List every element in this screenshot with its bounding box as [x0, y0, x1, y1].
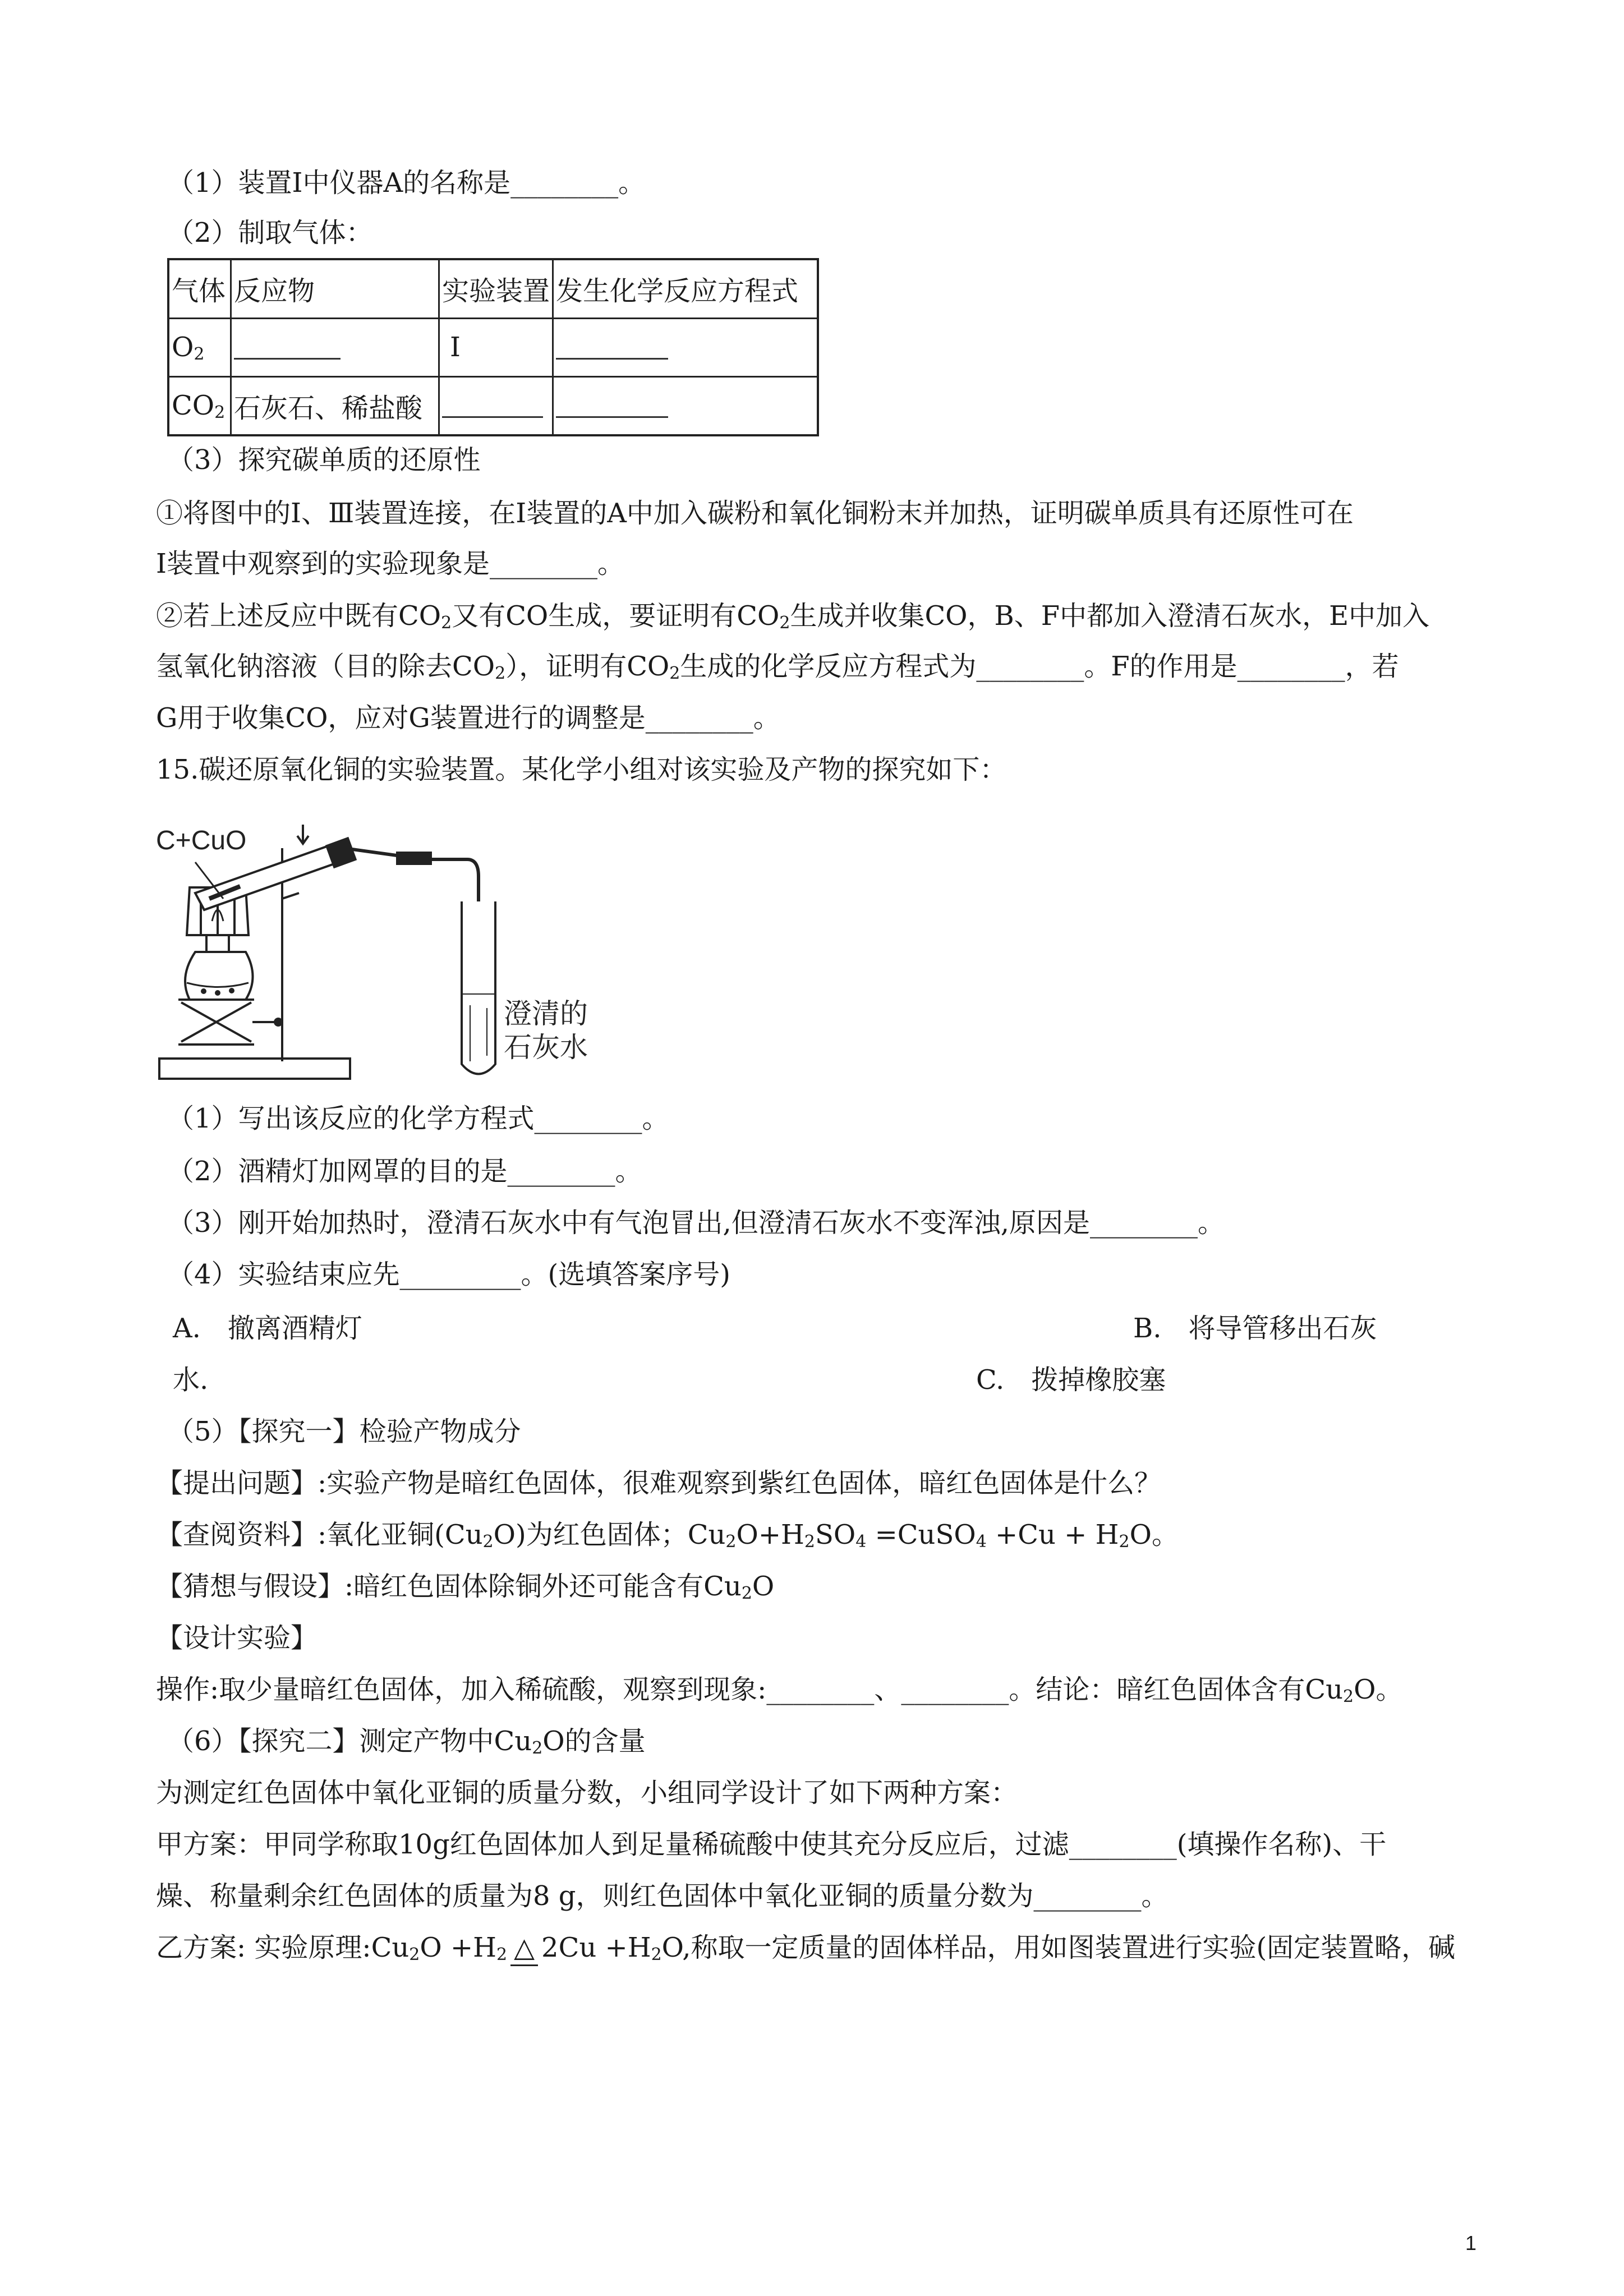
apparatus-figure — [156, 815, 622, 1084]
table-cell-equation — [553, 376, 818, 435]
table-header: 气体 — [168, 259, 231, 318]
reference-info: 【查阅资料】:氧化亚铜$(Cu_2O)$为红色固体；$Cu_2O+H_2SO_4$ =CuSO$_4$ $+Cu + H_2O$。 — [156, 1519, 1179, 1552]
option-a[interactable]: A. 撤离酒精灯 — [173, 1313, 362, 1344]
table-header: 反应物 — [231, 259, 439, 318]
heat-symbol: △ — [510, 1931, 538, 1966]
table-cell-reactant: 石灰石、稀盐酸 — [231, 376, 439, 435]
question-1: （1）装置Ⅰ中仪器A的名称是________。 — [167, 167, 646, 199]
table-row — [168, 318, 818, 376]
question-3-1-line-1: ①将图中的Ⅰ、Ⅲ装置连接，在Ⅰ装置的A中加入碳粉和氧化铜粉末并加热，证明碳单质具有还原性可在 — [156, 498, 1354, 529]
figure-label-limewater-2: 石灰水 — [504, 1032, 588, 1063]
table-header: 实验装置 — [439, 259, 553, 318]
option-b-continued: 水. — [173, 1364, 209, 1396]
question-3-2-line-3: G用于收集CO，应对G装置进行的调整是________。 — [156, 702, 780, 734]
question-3-2-line-1: ②若上述反应中既有$CO_2$又有CO生成，要证明有$CO_2$生成并收集CO，B、F中都加入澄清石灰水，E中加入 — [156, 600, 1430, 633]
question-3-2-line-2: 氢氧化钠溶液（目的除去$CO_2$），证明有$CO_2$生成的化学反应方程式为________。F的作用是________，若 — [156, 651, 1399, 683]
question-15-6: （6）【探究二】测定产物中$Cu_2O$的含量 — [167, 1726, 646, 1758]
answer-blank[interactable] — [442, 394, 543, 418]
question-15-1: （1）写出该反应的化学方程式________。 — [167, 1103, 669, 1134]
design-experiment: 【设计实验】 — [156, 1622, 318, 1654]
raise-question: 【提出问题】:实验产物是暗红色固体，很难观察到紫红色固体，暗红色固体是什么？ — [156, 1467, 1162, 1499]
table-cell-gas: $CO_2$ — [168, 376, 231, 435]
figure-label-reactants: C+CuO — [156, 826, 247, 855]
gas-table — [167, 258, 819, 436]
option-c[interactable]: C. 拨掉橡胶塞 — [976, 1364, 1166, 1396]
option-b[interactable]: B. 将导管移出石灰 — [1133, 1313, 1377, 1344]
question-2: （2）制取气体： — [167, 217, 373, 249]
question-15-3: （3）刚开始加热时，澄清石灰水中有气泡冒出,但澄清石灰水不变浑浊,原因是________。 — [167, 1207, 1225, 1239]
table-cell-device: Ⅰ — [439, 318, 553, 376]
figure-label-limewater-1: 澄清的 — [504, 998, 588, 1029]
table-row — [168, 376, 818, 435]
lab-jack — [178, 1000, 254, 1045]
question-15-4: （4）实验结束应先_________。(选填答案序号) — [167, 1259, 730, 1290]
limewater-test-tube — [462, 901, 495, 1074]
question-15-title: 15.碳还原氧化铜的实验装置。某化学小组对该实验及产物的探究如下： — [156, 754, 1007, 785]
table-header-row — [168, 259, 818, 318]
table-cell-equation — [553, 318, 818, 376]
plans-intro: 为测定红色固体中氧化亚铜的质量分数，小组同学设计了如下两种方案： — [156, 1777, 1018, 1809]
table-header: 发生化学反应方程式 — [553, 259, 818, 318]
question-15-5: （5）【探究一】检验产物成分 — [167, 1416, 521, 1447]
question-3-1-line-2: Ⅰ装置中观察到的实验现象是________。 — [156, 548, 624, 579]
question-3: （3）探究碳单质的还原性 — [167, 444, 481, 476]
answer-blank[interactable] — [556, 335, 668, 360]
hypothesis: 【猜想与假设】:暗红色固体除铜外还可能含有$Cu_2O$ — [156, 1571, 775, 1603]
plan-a-line-2: 燥、称量剩余红色固体的质量为8 g，则红色固体中氧化亚铜的质量分数为________。 — [156, 1880, 1168, 1912]
delivery-tube — [352, 849, 479, 1050]
answer-blank[interactable] — [234, 335, 341, 360]
operation: 操作:取少量暗红色固体，加入稀硫酸，观察到现象:________、________。结论：暗红色固体含有$Cu_2O$。 — [156, 1674, 1403, 1706]
plan-a-line-1: 甲方案：甲同学称取10g红色固体加人到足量稀硫酸中使其充分反应后，过滤________(填操作名称)、干 — [156, 1829, 1387, 1860]
answer-blank[interactable] — [556, 394, 668, 418]
table-cell-gas: $O_2$ — [168, 318, 231, 376]
stand-base — [159, 1059, 350, 1079]
plan-b: 乙方案: 实验原理$:Cu_2O +H_2$ △ $2Cu +H_2O$,称取一定质量的固体样品，用如图装置进行实验(固定装置略，碱 — [156, 1931, 1455, 1966]
table-cell-reactant — [231, 318, 439, 376]
page-number: 1 — [1465, 2231, 1477, 2254]
table-cell-device — [439, 376, 553, 435]
question-15-2: （2）酒精灯加网罩的目的是________。 — [167, 1156, 642, 1187]
